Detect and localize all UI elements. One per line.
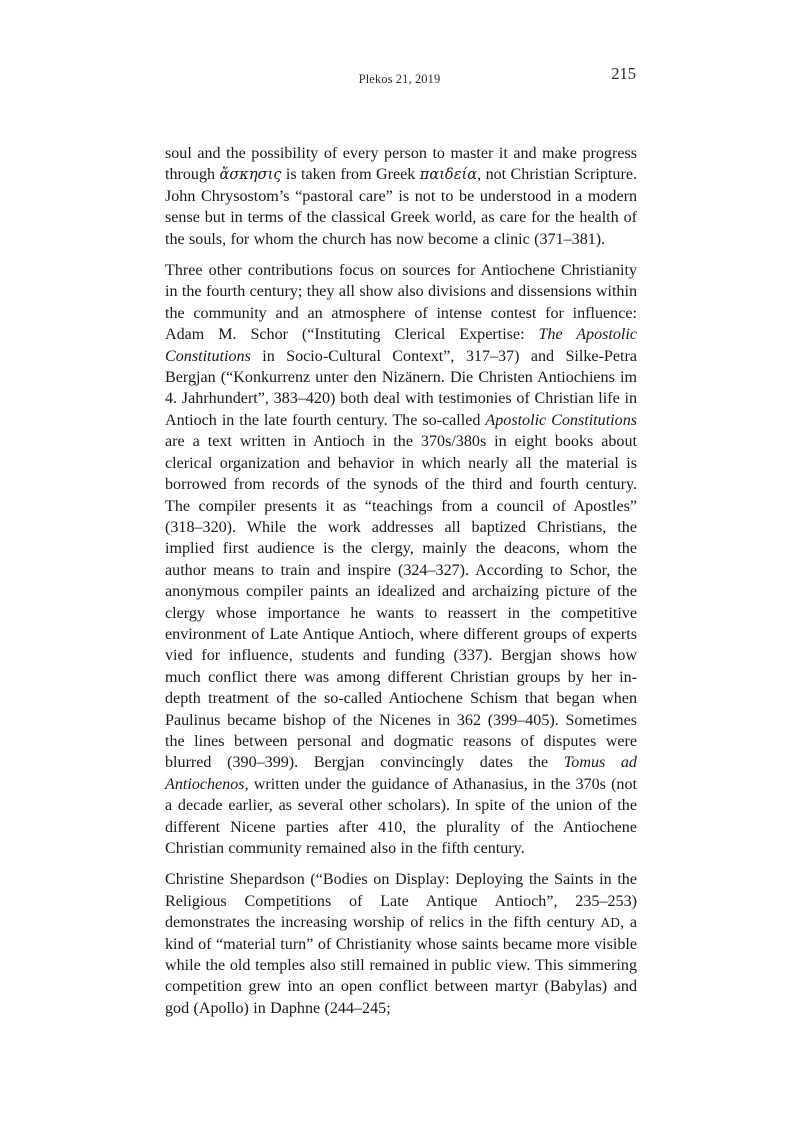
page-number: 215: [611, 64, 636, 83]
text-run-greek: ἄσκησις: [219, 166, 282, 184]
paragraph: soul and the possibility of every person to master it and make progress through ἄσκησις is taken from Greek παιδεία, not Christian Scripture. John Chrysostom’s “pastoral care” is not to be understood in a modern sense but in terms of the classical Greek world, as care for the health of the souls, for whom the church has now become a clinic (371–381).: [165, 145, 637, 248]
body-text-column: [165, 143, 637, 1019]
text-run-italic: Tomus ad Antiochenos: [165, 754, 637, 793]
text-run-greek: παιδεία: [419, 166, 478, 184]
running-head: [0, 64, 799, 94]
text-run-italic: Apostolic Constitutions: [485, 411, 638, 429]
journal-citation: Plekos 21, 2019: [358, 72, 441, 86]
paragraph: Christine Shepardson (“Bodies on Display: Deploying the Saints in the Religious Competitions of Late Antique Antioch”, 235–253) demonstrates the increasing worship of relics in the fifth century AD, a kind of “material turn” of Christianity whose saints became more visible while the old temples also still remained in public view. This simmering competition grew into an open conflict between martyr (Babylas) and god (Apollo) in Daphne (244–245;: [165, 871, 637, 1017]
text-run-italic: The Apostolic Constitutions: [165, 326, 637, 365]
paragraph: Three other contributions focus on sources for Antiochene Christianity in the fourth century; they all show also divisions and dissensions within the community and an atmosphere of intense contest for influence: Adam M. Schor (“Instituting Clerical Expertise: The Apostolic Constitutions in Socio-Cultural Context”, 317–37) and Silke-Petra Bergjan (“Konkurrenz unter den Nizänern. Die Christen Antiochiens im 4. Jahrhundert”, 383–420) both deal with testimonies of Christian life in Antioch in the late fourth century. The so-called Apostolic Constitutions are a text written in Antioch in the 370s/380s in eight books about clerical organization and behavior in which nearly all the material is borrowed from records of the synods of the third and fourth century. The compiler presents it as “teachings from a council of Apostles” (318–320). While the work addresses all baptized Christians, the implied first audience is the clergy, mainly the deacons, whom the author means to train and inspire (324–327). According to Schor, the anonymous compiler paints an idealized and archaizing picture of the clergy whose importance he wants to reassert in the competitive environment of Late Antique Antioch, where different groups of experts vied for influence, students and funding (337). Bergjan shows how much conflict there was among different Christian groups by her in-depth treatment of the so-called Antiochene Schism that began when Paulinus became bishop of the Nicenes in 362 (399–405). Sometimes the lines between personal and dogmatic reasons of disputes were blurred (390–399). Bergjan convincingly dates the Tomus ad Antiochenos, written under the guidance of Athanasius, in the 370s (not a decade earlier, as several other scholars). In spite of the union of the different Nicene parties after 410, the plurality of the Antiochene Christian community remained also in the fifth century.: [165, 262, 638, 857]
text-run-smallcaps: AD: [600, 915, 621, 931]
